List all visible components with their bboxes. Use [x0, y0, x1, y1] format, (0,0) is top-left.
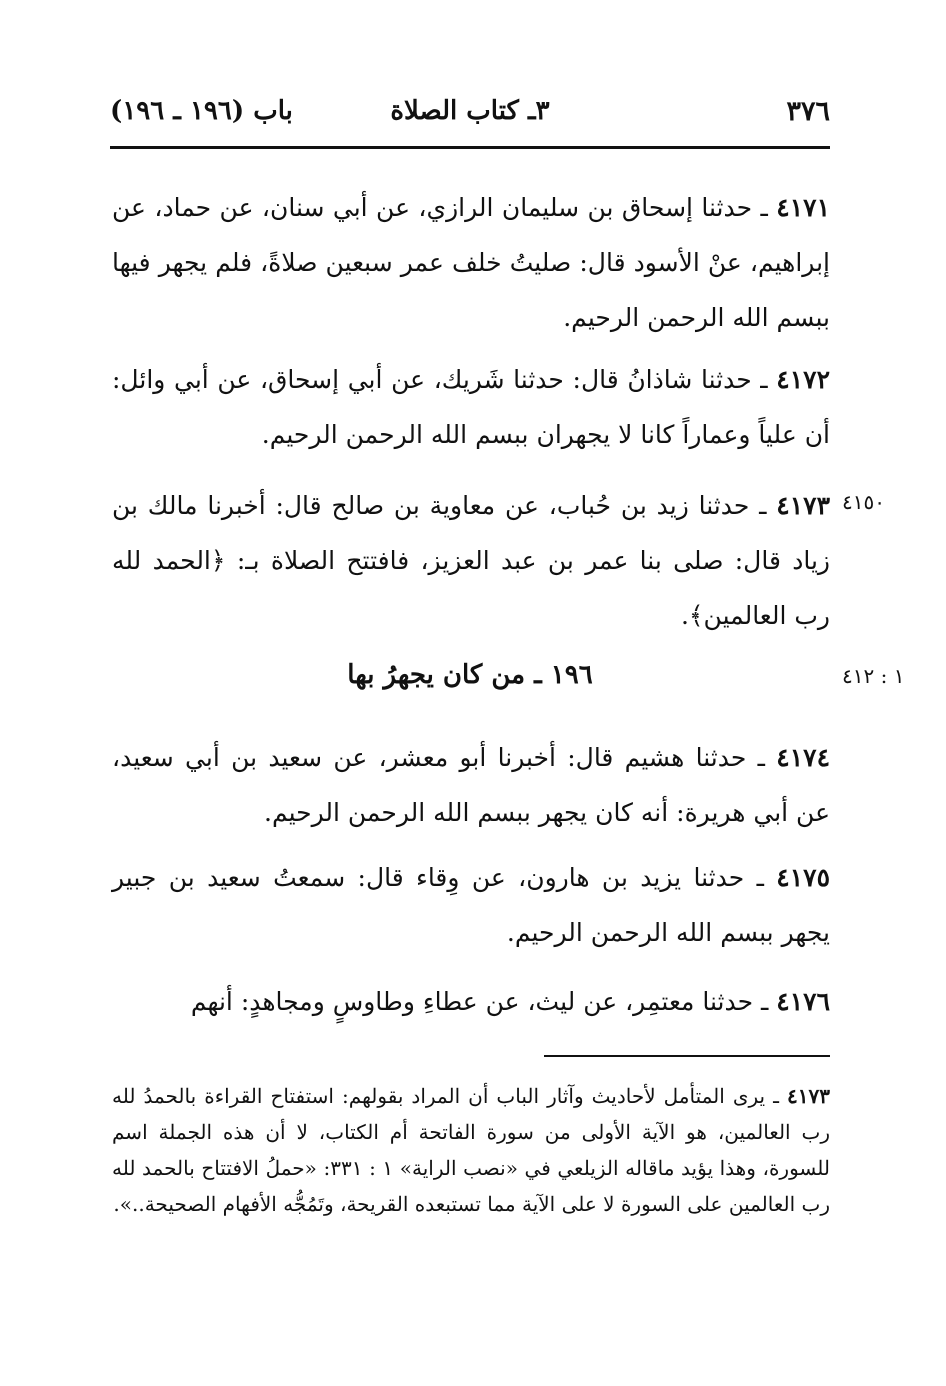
hadith-text: ـ حدثنا زيد بن حُباب، عن معاوية بن صالح قال: أخبرنا مالك بن زياد قال: صلى بنا عمر بن عبد العزيز، فافتتح الصلاة بـ: ﴿الحمد لله رب العالمين﴾. [112, 491, 830, 630]
hadith-number: ٤١٧٥ [776, 863, 831, 892]
footnote [112, 1078, 830, 1222]
hadith-text: ـ حدثنا يزيد بن هارون، عن وِقاء قال: سمعتُ سعيد بن جبير يجهر ببسم الله الرحمن الرحيم. [112, 863, 830, 947]
hadith-4174 [112, 730, 830, 840]
hadith-4172 [112, 352, 830, 462]
hadith-4175 [112, 850, 830, 960]
hadith-4171 [112, 180, 830, 345]
hadith-number: ٤١٧٤ [776, 743, 830, 772]
chapter-range: باب (١٩٦ ـ ١٩٦) [110, 96, 293, 126]
hadith-number: ٤١٧٦ [776, 987, 830, 1016]
hadith-number: ٤١٧٣ [776, 491, 830, 520]
hadith-number: ٤١٧٢ [776, 365, 831, 394]
hadith-text: ـ حدثنا هشيم قال: أخبرنا أبو معشر، عن سعيد بن أبي سعيد، عن أبي هريرة: أنه كان يجهر ببسم الله الرحمن الرحيم. [112, 743, 830, 827]
hadith-text: ـ حدثنا معتمِر، عن ليث، عن عطاءِ وطاوسٍ ومجاهدٍ: أنهم [190, 987, 769, 1016]
header-rule [110, 146, 830, 149]
section-title: ١٩٦ ـ من كان يجهرُ بها [347, 660, 593, 690]
page-number: ٣٧٦ [786, 96, 830, 127]
book-title: ٣ـ كتاب الصلاة [390, 96, 550, 126]
footnote-text: ـ يرى المتأمل لأحاديث وآثار الباب أن المراد بقولهم: استفتاح القراءة بالحمدُ لله رب العالمين، هو الآية الأولى من سورة الفاتحة أم الكتاب، لا أن هذه الجملة اسم للسورة، وهذا يؤيد ماقاله الزيلعي في «نصب الراية» ١ : ٣٣١: «حملُ الافتتاح بالحمد لله رب العالمين على السورة لا على الآية مما تستبعده القريحة، وتَمُجُّه الأفهام الصحيحة..». [112, 1084, 830, 1216]
section-margin-reference: ١ : ٤١٢ [842, 664, 905, 688]
hadith-4176 [112, 974, 830, 1029]
footnote-rule [544, 1055, 830, 1057]
hadith-text: ـ حدثنا إسحاق بن سليمان الرازي، عن أبي سنان، عن حماد، عن إبراهيم، عنْ الأسود قال: صليتُ خلف عمر سبعين صلاةً، فلم يجهر فيها ببسم الله الرحمن الرحيم. [112, 193, 830, 332]
hadith-4173 [112, 478, 830, 643]
margin-cross-reference: ٤١٥٠ [842, 490, 885, 514]
page-header [110, 92, 830, 142]
hadith-number: ٤١٧١ [776, 193, 830, 222]
hadith-text: ـ حدثنا شاذانُ قال: حدثنا شَريك، عن أبي إسحاق، عن أبي وائل: أن علياً وعماراً كانا لا يجهران ببسم الله الرحمن الرحيم. [112, 365, 830, 449]
footnote-number: ٤١٧٣ [787, 1084, 830, 1108]
